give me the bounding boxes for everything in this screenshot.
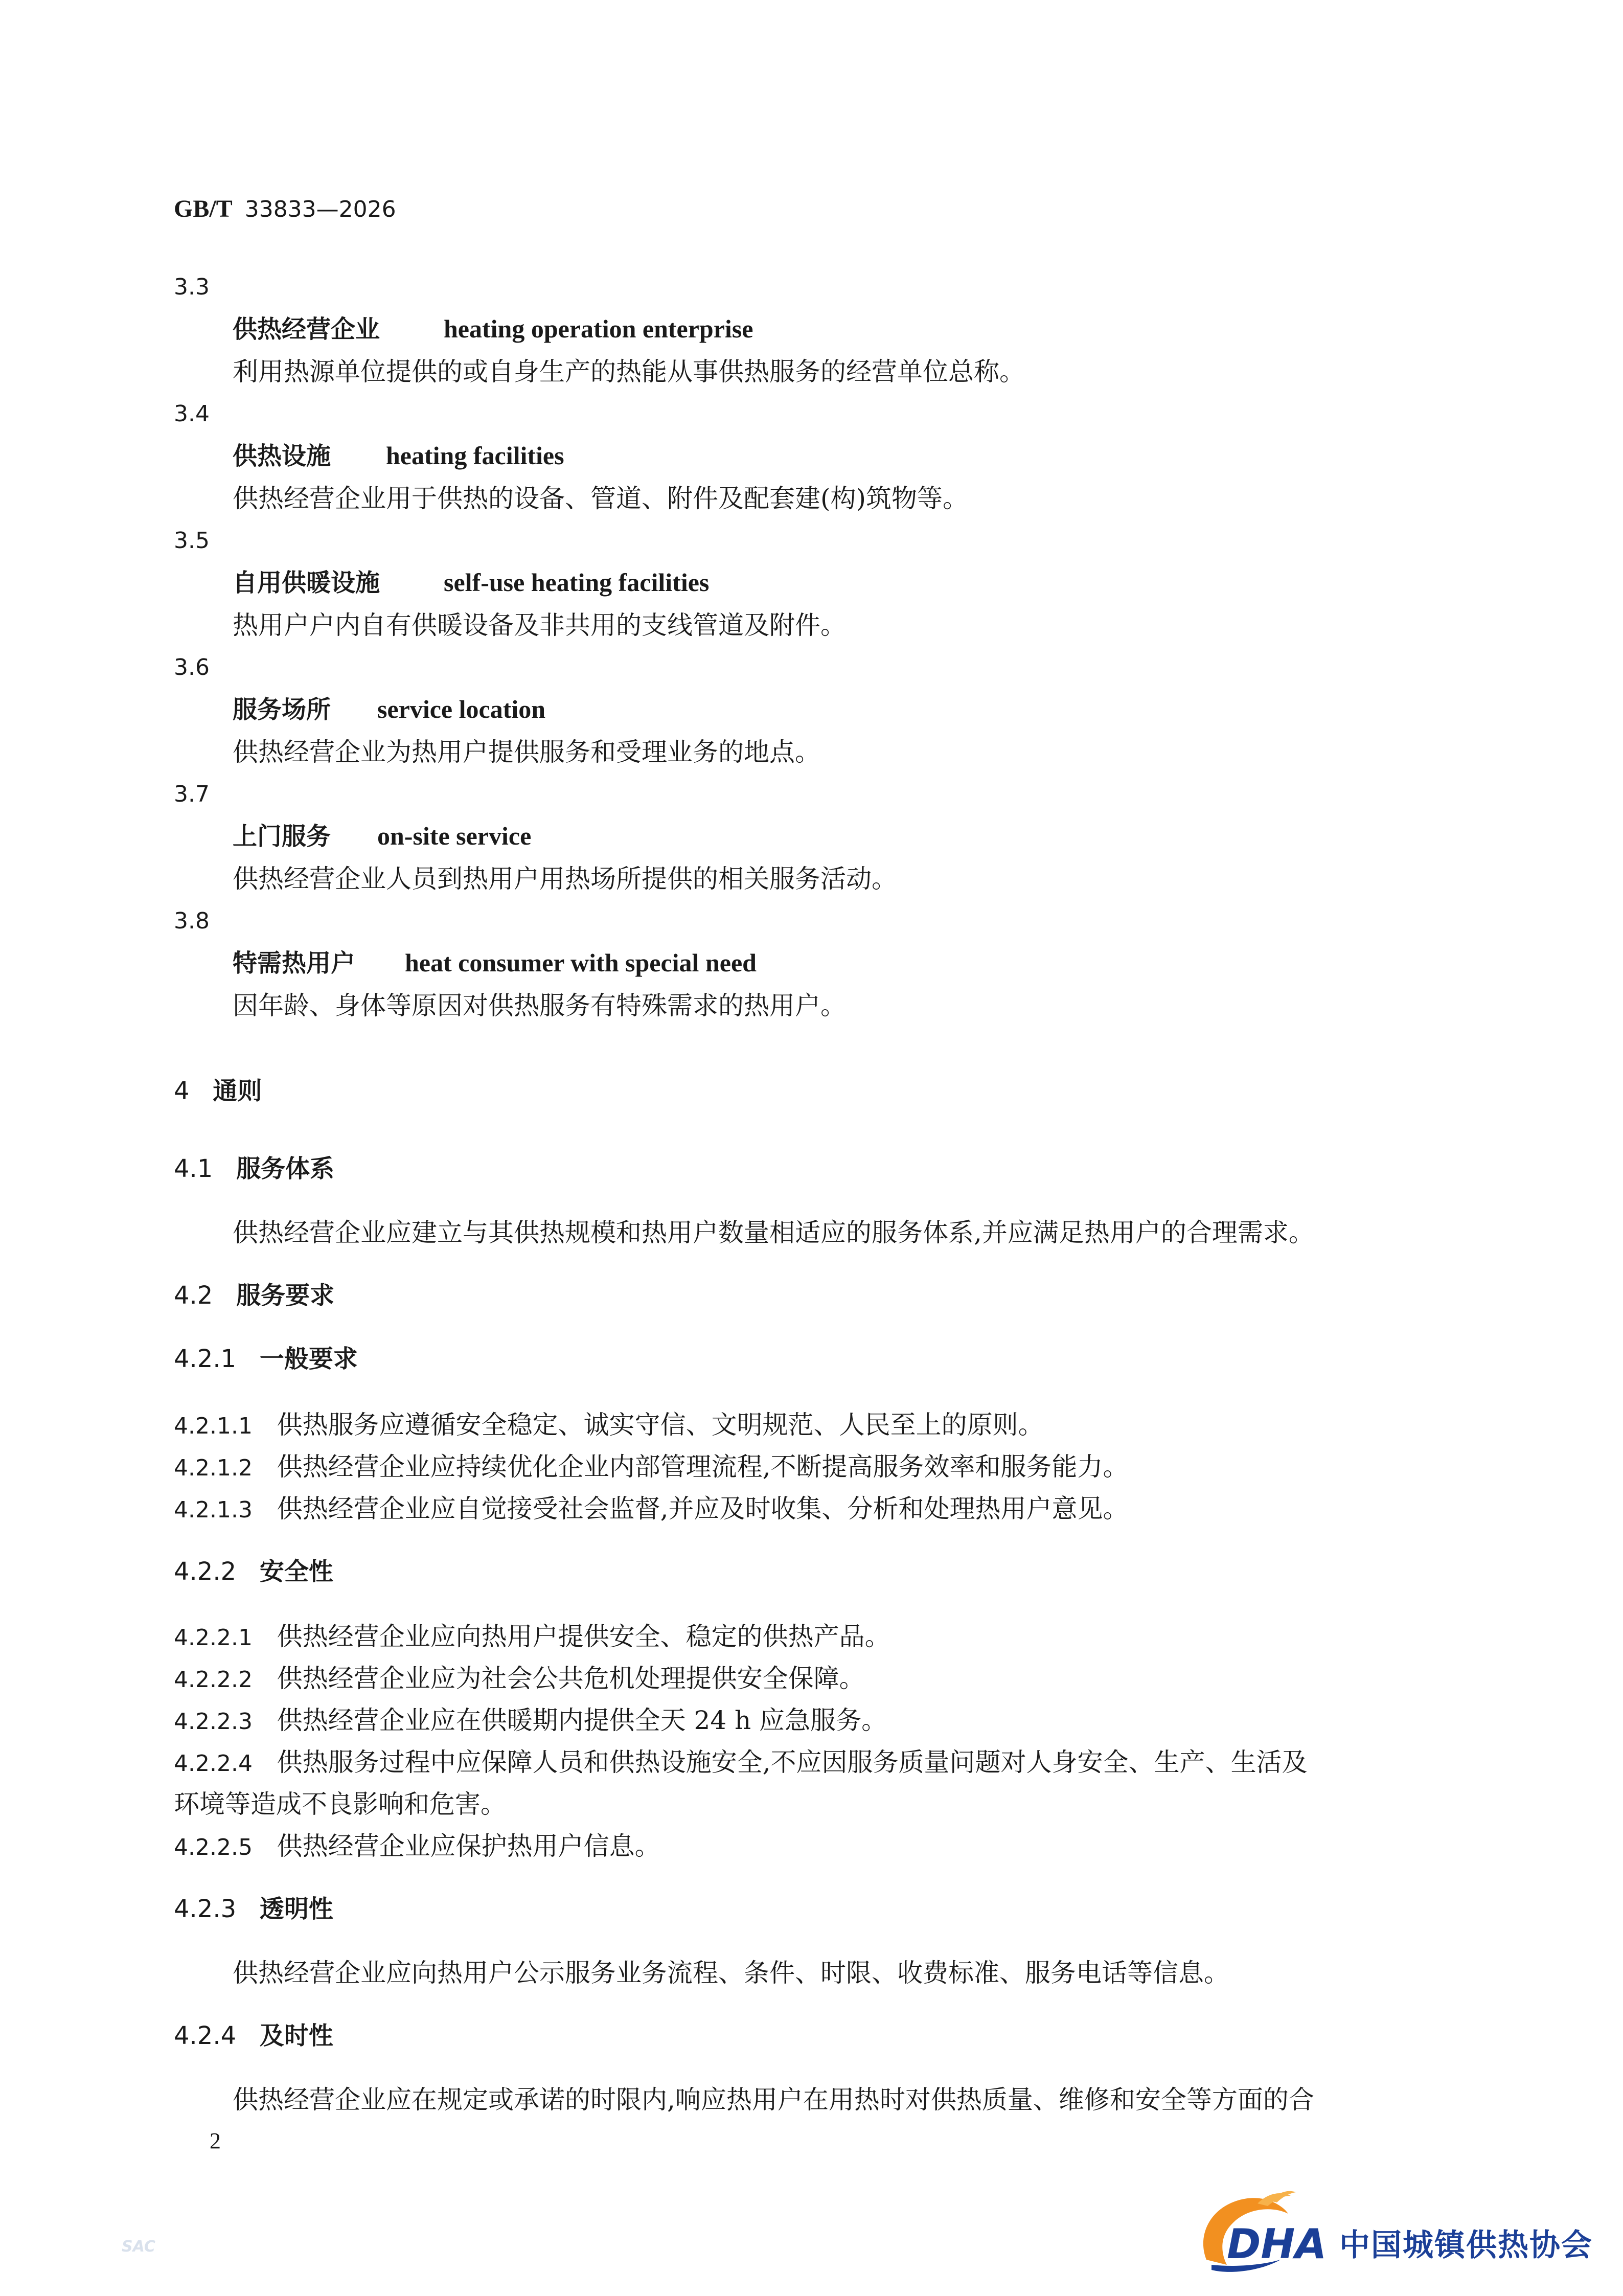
term-number: 3.3 xyxy=(174,274,210,300)
clause-heading xyxy=(174,1897,333,1921)
term-name-zh: 自用供暖设施 xyxy=(233,569,380,597)
term-name-zh: 上门服务 xyxy=(233,822,331,851)
clause-item-text: 供热经营企业应自觉接受社会监督,并应及时收集、分析和处理热用户意见。 xyxy=(277,1494,1129,1524)
sac-watermark: SAC xyxy=(122,2238,155,2256)
clause-item xyxy=(174,1749,1308,1775)
subsection-title: 服务体系 xyxy=(236,1154,335,1183)
clause-title: 安全性 xyxy=(259,1557,333,1586)
clause-item xyxy=(174,1708,887,1733)
clause-item xyxy=(174,1454,1129,1480)
paragraph: 供热经营企业应在规定或承诺的时限内,响应热用户在用热时对供热质量、维修和安全等方面的合 xyxy=(233,2085,1314,2115)
clause-number: 4.2.4 xyxy=(174,2021,237,2050)
clause-item-number: 4.2.1.2 xyxy=(174,1455,253,1481)
clause-title: 一般要求 xyxy=(259,1345,358,1373)
clause-title: 及时性 xyxy=(259,2021,333,2050)
term-number: 3.5 xyxy=(174,528,210,554)
clause-heading xyxy=(174,1559,333,1584)
term-number: 3.4 xyxy=(174,401,210,427)
clause-item xyxy=(174,1666,865,1691)
clause-number: 4.2.2 xyxy=(174,1557,237,1586)
term-definition: 供热经营企业人员到热用户用热场所提供的相关服务活动。 xyxy=(233,864,897,894)
term-name-en: heat consumer with special need xyxy=(405,948,757,977)
term-name-en: service location xyxy=(377,695,546,723)
standard-code-number: 33833—2026 xyxy=(244,196,396,222)
clause-item-text: 供热服务过程中应保障人员和供热设施安全,不应因服务质量问题对人身安全、生产、生活及 xyxy=(277,1747,1308,1777)
subsection-number: 4.2 xyxy=(174,1281,213,1310)
subsection-heading xyxy=(174,1283,334,1308)
clause-item-number: 4.2.1.1 xyxy=(174,1413,253,1439)
paragraph: 供热经营企业应建立与其供热规模和热用户数量相适应的服务体系,并应满足热用户的合理需求。 xyxy=(233,1218,1314,1247)
section-number: 4 xyxy=(174,1077,190,1105)
clause-title: 透明性 xyxy=(259,1895,333,1923)
clause-item-continuation: 环境等造成不良影响和危害。 xyxy=(174,1789,506,1819)
term-number: 3.8 xyxy=(174,908,210,934)
clause-item-text: 供热服务应遵循安全稳定、诚实守信、文明规范、人民至上的原则。 xyxy=(277,1410,1044,1440)
term-name-zh: 特需热用户 xyxy=(233,949,356,977)
term-name-en: self-use heating facilities xyxy=(444,568,710,597)
clause-item-number: 4.2.2.2 xyxy=(174,1667,253,1693)
paragraph: 供热经营企业应向热用户公示服务业务流程、条件、时限、收费标准、服务电话等信息。 xyxy=(233,1958,1229,1988)
clause-item xyxy=(174,1412,1044,1438)
term-definition: 利用热源单位提供的或自身生产的热能从事供热服务的经营单位总称。 xyxy=(233,357,1025,387)
clause-number: 4.2.1 xyxy=(174,1345,237,1373)
clause-item-text: 供热经营企业应向热用户提供安全、稳定的供热产品。 xyxy=(277,1622,890,1651)
term-definition: 供热经营企业用于供热的设备、管道、附件及配套建(构)筑物等。 xyxy=(233,484,969,513)
clause-item xyxy=(174,1494,1129,1524)
dha-logo-letters: DHA xyxy=(1227,2220,1327,2268)
subsection-title: 服务要求 xyxy=(236,1281,335,1310)
page-number: 2 xyxy=(210,2128,221,2153)
standard-code-prefix: GB/T xyxy=(174,195,233,222)
clause-heading xyxy=(174,2021,333,2050)
section-heading xyxy=(174,1079,262,1103)
term-name-en: heating operation enterprise xyxy=(444,314,753,343)
clause-item xyxy=(174,1833,660,1859)
term-name-zh: 供热经营企业 xyxy=(233,315,380,344)
subsection-number: 4.1 xyxy=(174,1154,213,1183)
term-name-zh: 服务场所 xyxy=(233,695,331,724)
term-name-en: heating facilities xyxy=(386,441,564,470)
term-name-zh: 供热设施 xyxy=(233,442,331,470)
clause-item-number: 4.2.2.5 xyxy=(174,1834,253,1860)
dha-logo xyxy=(1191,2183,1600,2280)
term-definition: 因年龄、身体等原因对供热服务有特殊需求的热用户。 xyxy=(233,991,846,1020)
clause-item-number: 4.2.1.3 xyxy=(174,1497,253,1523)
section-title: 通则 xyxy=(213,1077,262,1105)
clause-item-number: 4.2.2.1 xyxy=(174,1625,253,1651)
standard-code xyxy=(174,197,396,221)
clause-item-number: 4.2.2.4 xyxy=(174,1751,253,1777)
term-number: 3.6 xyxy=(174,654,210,680)
clause-heading xyxy=(174,1347,358,1371)
term-name-en: on-site service xyxy=(377,822,532,850)
term-definition: 供热经营企业为热用户提供服务和受理业务的地点。 xyxy=(233,737,820,767)
clause-item-number: 4.2.2.3 xyxy=(174,1709,253,1735)
clause-item-text: 供热经营企业应保护热用户信息。 xyxy=(277,1831,660,1861)
clause-item xyxy=(174,1624,890,1649)
clause-item-text: 供热经营企业应为社会公共危机处理提供安全保障。 xyxy=(277,1664,865,1693)
subsection-heading xyxy=(174,1156,334,1181)
term-definition: 热用户户内自有供暖设备及非共用的支线管道及附件。 xyxy=(233,610,846,640)
clause-item-text: 供热经营企业应持续优化企业内部管理流程,不断提高服务效率和服务能力。 xyxy=(277,1452,1129,1482)
clause-number: 4.2.3 xyxy=(174,1895,237,1923)
dha-organization-name: 中国城镇供热协会 xyxy=(1339,2227,1593,2263)
clause-item-text: 供热经营企业应在供暖期内提供全天 24 h 应急服务。 xyxy=(277,1706,887,1735)
term-number: 3.7 xyxy=(174,781,210,807)
